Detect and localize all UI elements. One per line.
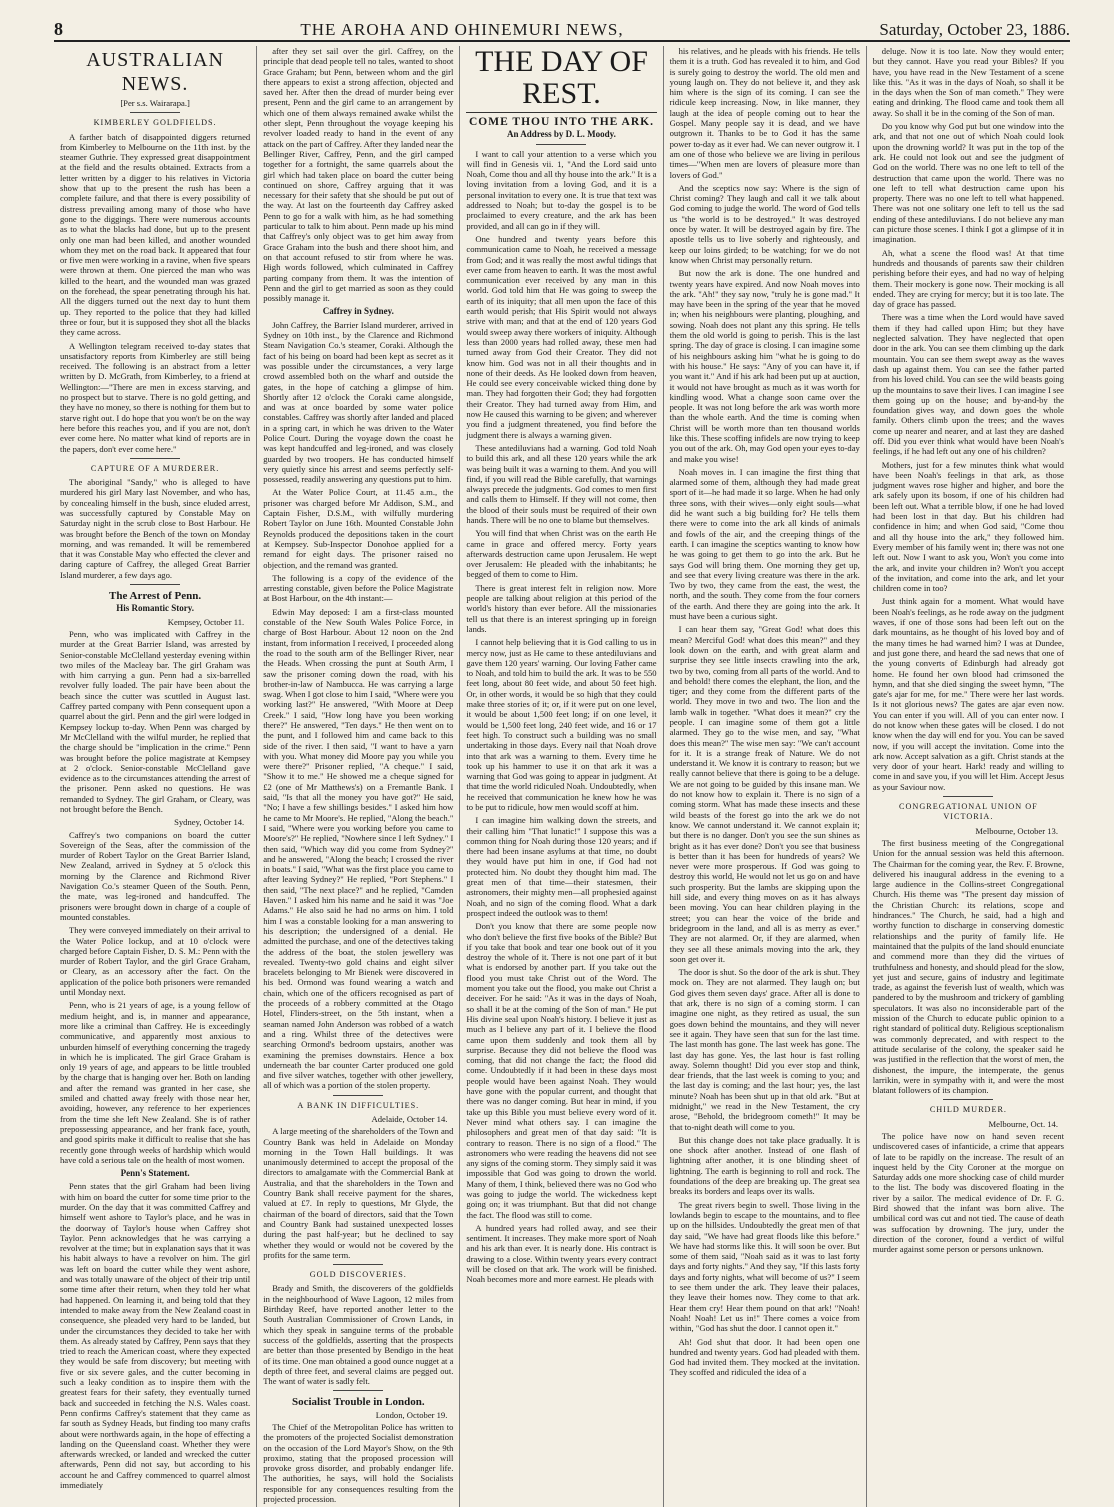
paragraph: At the Water Police Court, at 11.45 a.m., the prisoner was charged before Mr Addison, S.M., and Captain Fisher, D.S.M., with wilfully murdering Robert Taylor on June 16th. Mounted Constable John Reynolds produced the depositions taken in the court at Kempsey. Sub-Inspector Donohoe applied for a remand for eight days. The prisoner raised no objection, and the remand was granted. bbox=[263, 487, 454, 570]
paragraph: The door is shut. So the door of the ark is shut. They mock on. They are not alarmed. They laugh on; but God gives them seven days' grace. After all is done to that ark, there is no sign of a coming storm. I can imagine one night, as they retired as usual, the sun goes down behind the mountains, and they will never see it again. They have seen that sun for the last time. The last month has gone. The last week has gone. The last day has gone. Yes, the last hour is fast rolling away. Solemn thought! Did you ever stop and think, dear friends, that the last week is coming to you; and the last day is coming; and the last hour; yes, the last minute? Noah has been shut up in that old ark. "But at midnight," we read in the New Testament, the cry arose, "Behold, the bridegroom cometh!" It may be that to-night death will come to you. bbox=[669, 967, 860, 1132]
australian-news-heading: AUSTRALIAN NEWS. bbox=[86, 49, 224, 95]
article-body bbox=[60, 629, 250, 814]
day-of-rest-heading: THE DAY OF REST. bbox=[466, 46, 656, 113]
article-body bbox=[263, 1422, 453, 1504]
article-body bbox=[466, 149, 656, 1285]
source-note: [Per s.s. Wairarapa.] bbox=[120, 98, 190, 108]
section-title: A BANK IN DIFFICULTIES. bbox=[297, 1100, 420, 1110]
paragraph: Caffrey's two companions on board the cutter Sovereign of the Seas, after the commission of the murder of Robert Taylor on the Great Barrier Island, New Zealand, arrived in Sydney at 5 o'clock this morning by the Clarence and Richmond River Navigation Co.'s steamer Queen of the South. Penn, the mate, was leg-ironed and handcuffed. The prisoners were brought down in charge of a couple of mounted constables. bbox=[60, 829, 251, 922]
paragraph: A farther batch of disappointed diggers returned from Kimberley to Melbourne on the 11th inst. by the steamer Guthrie. They expressed great disappointment at the field and the results obtained. Extracts from a letter written by a digger to his relatives in Victoria show that up to the present the rush has been a complete failure, and that there is every possibility of distress prevailing among many of those who have gone to the diggings. There were numerous accounts as to what the blacks had done, but up to the present only one man had been killed, and another wounded whom they met on the road back. It appeared that four or five men were working in a ravine, when five spears were thrown at them. One pierced the man who was killed to the heart, and the wounded man was grazed on the forehead, the spear penetrating through his hat. All the diggers turned out the next day to hunt them up. They reported to the police that they had killed three or four, but it is supposed they shot all the blacks they came across. bbox=[60, 131, 251, 338]
paragraph: Mothers, just for a few minutes think what would have been Noah's feelings in that ark, as those judgment waves rose higher and higher, and bore the ark safely upon its bosom, if one of his children had been left out. What a terrible blow, if one he had loved had been lost in that day. But his children had confidence in him; and when God said, "Come thou and all thy house into the ark," they followed him. Every member of his family went in; there was not one left out. Now I want to ask you, Won't you come into the ark, and invite your children in? Won't you accept of the invitation, and come into the ark, and let your children come in too? bbox=[872, 459, 1064, 594]
paragraph: The Chief of the Metropolitan Police has written to the promoters of the projected Socialist demonstration on the occasion of the Lord Mayor's Show, on the 9th proximo, stating that the proposed procession will provoke gross disorder, and probably endanger life. The authorities, he says, will hold the Socialists responsible for any consequences resulting from the projected procession. bbox=[263, 1422, 454, 1505]
paragraph: Ah, what a scene the flood was! At that time hundreds and thousands of parents saw their children perishing before their eyes, and had no way of helping them. Their mockery is gone now. Their mocking is all ended. They are crying for mercy; but it is too late. The day of grace has passed. bbox=[872, 247, 1064, 310]
issue-date: Saturday, October 23, 1886. bbox=[879, 20, 1070, 39]
article-body bbox=[873, 1131, 1064, 1255]
section-title: The Arrest of Penn. bbox=[109, 590, 202, 603]
column-4 bbox=[664, 46, 867, 1507]
masthead bbox=[54, 14, 1070, 42]
paragraph: These antediluvians had a warning. God told Noah to build this ark, and all these 120 years while the ark was being built it was a warning to them. And you will find, if you will read the Bible carefully, that warnings always precede the judgments. God comes to men first and calls them to Himself. If they will not come, then the blood of their souls must be required of their own hands. There will be no one to blame but themselves. bbox=[466, 442, 657, 525]
divider bbox=[130, 584, 180, 585]
columns bbox=[54, 45, 1070, 1505]
paragraph: But now the ark is done. The one hundred and twenty years have expired. And now Noah moves into the ark. "Ah!" they say now, "truly he is gone mad." It may have been in the spring of the year that he moved in; when his neighbours were planting, ploughing, and sowing. Noah does not plant any this spring. He tells them the old world is going to perish. This is the last spring. The day of grace is closing. I can imagine some of his neighbours asking him "what he is going to do with his house." He says: "Any of you can have it, if you want it." And if his ark had been put up at auction, it would not have brought as much as it was worth for kindling wood. What a change soon came over the people. It was not long before the ark was worth more than the whole earth. And the time is coming when Christ will be worth more than ten thousand worlds like this. These scoffing infidels are now trying to keep you out of the ark. Oh, may God open your eyes to-day and make you wise! bbox=[669, 268, 860, 464]
paragraph: deluge. Now it is too late. Now they would enter; but they cannot. Have you read your Bibles? If you have, you have read in the New Testament of a scene like this. "As it was in the days of Noah, so shall it be in the days when the Son of man cometh." They were eating and drinking. The flood came and took them all away. So shall it be in the coming of the Son of man. bbox=[872, 46, 1064, 118]
paragraph: his relatives, and he pleads with his friends. He tells them it is a truth. God has revealed it to him, and God is surely going to destroy the world. The old men and young laugh on. They do not believe it, and they ask him where is the sign of its coming. I can see the ridicule keep increasing. Now, in like manner, they laugh at the idea of people coming out to hear the Gospel. Many people say it is dead, and we have outgrown it. Thanks to be to God it has the same power to-day as it ever had. We can never outgrow it. I am one of those who believe we are living in perilous times—"When men are lovers of pleasure more than lovers of God." bbox=[669, 46, 860, 180]
divider bbox=[130, 458, 180, 459]
article-body bbox=[670, 46, 860, 1378]
article-body bbox=[873, 46, 1064, 792]
article-body bbox=[60, 1181, 250, 1490]
dateline: Melbourne, October 13. bbox=[975, 825, 1058, 836]
dateline: Melbourne, Oct. 14. bbox=[988, 1118, 1058, 1129]
paragraph: And the sceptics now say: Where is the sign of Christ coming? They laugh and call it we talk about God coming to judge the world. The word of God tells us "the world is to be destroyed." It was destroyed once by water. It will be destroyed again by fire. The apostle tells us to live soberly and righteously, and keep our loins girded; to be watching; for we do not know when Christ may personally return. bbox=[669, 182, 860, 265]
paragraph: There is great interest felt in religion now. More people are talking about religion at this period of the world's history than ever before. All the missionaries tell us that there is an interest springing up in foreign lands. bbox=[466, 582, 657, 634]
column-1 bbox=[54, 46, 257, 1507]
section-subtitle: Caffrey in Sydney. bbox=[322, 306, 394, 317]
paragraph: John Caffrey, the Barrier Island murderer, arrived in Sydney on 10th inst., by the Clarence and Richmond Steam Navigation Co.'s steamer, Coraki. Although the fact of his being on board had been kept as secret as it was possible under the circumstances, a very large crowd assembled both on the wharf and outside the gates, in the hope of catching a glimpse of him. Shortly after 12 o'clock the Coraki came alongside, and was at once boarded by some water police constables. Caffrey was shortly after landed and placed in a spring cart, in which he was driven to the Water Police Court. During the voyage down the coast he was kept handcuffed and leg-ironed, and was closely guarded by two troopers. He has conducted himself very quietly since his arrest and seems perfectly self-possessed, readily answering any questions put to him. bbox=[263, 319, 454, 485]
paragraph: Penn, who was implicated with Caffrey in the murder at the Great Barrier Island, was arrested by Senior-constable McClelland yesterday evening within two miles of the Macleay bar. The girl Graham was with him carrying a gun. Penn had a six-barrelled revolver fully loaded. The pair have been about the beach since the cutter was scuttled in August last. Caffrey parted company with Penn consequent upon a quarrel about the girl. Penn and the girl were lodged in Kempsey lockup to-day. When Penn was charged by Mr McClelland with the wilful murder, he replied that the charge should be "implication in the crime." Penn was brought before the police magistrate at Kempsey at 2 o'clock. Senior-constable McClelland gave evidence as to the circumstances attending the arrest of the prisoner. Penn asked no questions. He was remanded to Sydney. The girl Graham, or Cleary, was not brought before the Bench. bbox=[60, 628, 251, 814]
paragraph: They were conveyed immediately on their arrival to the Water Police lockup, and at 10 o'clock were charged before Captain Fisher, D. S. M.: Penn with the murder of Robert Taylor, and the girl Grace Graham, or Cleary, as an accessory after the fact. On the application of the police both prisoners were remanded until Monday next. bbox=[60, 925, 251, 998]
article-body bbox=[60, 132, 250, 454]
paragraph: I can hear them say, "Great God! what does this mean? Merciful God! what does this mean?" and they look down on the earth, and with great alarm and surprise they see little insects crawling into the ark, two by two, coming from all parts of the world. And to and behold! there comes the elephant, the lion, and the tiger; and they come from the different parts of the world. They move in two and two. The lion and the lamb walk in together. "What does it mean?" cry the people. I can imagine some of them got a little alarmed. They go to the wise men, and say, "What does this mean?" The wise men say: "We can't account for it. It is a strange freak of Nature. We do not understand it. We know it is contrary to reason; but we really cannot believe that there is going to be a deluge. We are not going to be guided by this insane man. We do not know how to explain it. There is no sign of a coming storm. What has made these insects and these wild beasts of the forest go into the ark we do not know. We cannot understand it. We cannot explain it; but there is no danger. Don't you see the sun shines as bright as it has ever done? Don't you see that business is better than it has been for hundreds of years? We never were more prosperous. If God was going to destroy this world, He would not let us go on and have such prosperity. But the lambs are skipping upon the hill side, and every thing moves on as it has always been moving. You can hear children playing in the street; you can hear the voice of the bride and bridegroom in the land, and all is as merry as ever." They are not alarmed. Or, if they are alarmed, when they see all these animals moving into the ark, they soon get over it. bbox=[669, 624, 860, 964]
page-number: 8 bbox=[54, 19, 63, 39]
newspaper-title: THE AROHA AND OHINEMURI NEWS, bbox=[300, 20, 624, 39]
sermon-byline: An Address by D. L. Moody. bbox=[507, 129, 616, 140]
dateline: Sydney, October 14. bbox=[174, 817, 245, 828]
paragraph: Just think again for a moment. What would have been Noah's feelings, as he rode away on the judgment waves, if one of those sons had been left out on the dark mountains, as he thought of his loved boy and of the many times he had warned him? I was at Dundee, and just gone there, and heard the sad news that one of the young converts of Edinburgh had already got home. He found her own blood had crimsoned the hymn, and that she died singing the sweet hymn, "The gate's ajar for me, for me." There were her last words. Is it not glorious news? The gates are ajar even now. You can enter if you will. All of you can enter now. I do not know when these gates will be closed. I do not know when the day will end for you. You can be saved now, if you will accept the invitation. Come into the ark now. Accept salvation as a gift. Christ stands at the very door of your heart. Hark! ready and willing to come in and save you, if you will let Him. Accept Jesus as your Saviour now. bbox=[872, 596, 1064, 792]
divider bbox=[943, 1099, 993, 1100]
section-title: GOLD DISCOVERIES. bbox=[309, 1270, 407, 1280]
paragraph: The following is a copy of the evidence of the arresting constable, given before the Police Magistrate at Bost Harbour, on the 4th instant:— bbox=[263, 572, 454, 604]
article-body bbox=[60, 830, 250, 1166]
paragraph: Ah! God shut that door. It had been open one hundred and twenty years. God had pleaded with them. God had invited them. They mocked at the invitation. They scoffed and ridiculed the idea of a bbox=[669, 1336, 860, 1378]
section-title: KIMBERLEY GOLDFIELDS. bbox=[93, 118, 217, 128]
section-title: Socialist Trouble in London. bbox=[291, 1396, 425, 1409]
section-subtitle: Penn's Statement. bbox=[120, 1168, 190, 1179]
section-title: CHILD MURDER. bbox=[929, 1105, 1007, 1115]
paragraph: The first business meeting of the Congregational Union for the annual session was held this afternoon. The Chairman for the coming year, the Rev. F. Browne, delivered his inaugural address in the evening to a large audience in the Collins-street Congregational Church. His theme was "The present day mission of the Christian Church: its relations, scope and hindrances." The Church, he said, had a high and worthy function to discharge in conserving domestic relationships and the purity of family life. He maintained that the pulpits of the land should enunciate and commend more than they did the virtues of truthfulness and honesty, and should plead for the slow, yet just and secure, gains of industry and legitimate trade, as against the feverish lust of wealth, which was pandered to by the mushroom and trickery of gambling speculators. It was also no inconsiderable part of the mission of the Church to educate public opinion to a right standard of political duty. Religious sceptionalism was commonly deprecated, and with respect to the attitude secularise of the colony, the speaker said he was justified in the reflection that the worst of men, the dishonest, the impure, the intemperate, the genus larrikin, were in sympathy with it, and were the most blatant followers of its champion. bbox=[872, 837, 1064, 1096]
column-3 bbox=[460, 46, 663, 1507]
paragraph: There was a time when the Lord would have saved them if they had called upon Him; but they have neglected salvation. They have neglected that open door in the ark. You can see them climbing up the dark mountain. You can see them swept away as the waves dash up against them. You can see the father parted from his loved child. You can see the wild beasts going up the mountains to save their lives. I can imagine I see them going up on the house; and by-and-by the foundation gives way, and down goes the whole family. Others climb upon the trees; and the waves come up nearer and nearer, and at last they are dashed off. Did you ever think what would have been Noah's feelings, if he had left out any one of his children? bbox=[872, 312, 1064, 457]
paragraph: The great rivers begin to swell. Those living in the lowlands begin to escape to the mountains, and to flee up on the hillsides. Undoubtedly the great men of that day said, "We have had great floods like this before." We have had storms like this. It will soon be over. But some of them said, "Noah said as it was to last forty days and forty nights." And they say, "If this lasts forty days and forty nights, what will become of us?" I seem to see them under the ark. They leave their palaces, they leave their homes now. They come to that ark. Hear them cry! Hear them pound on that ark! "Noah! Noah! Noah! Let us in!" There comes a voice from within, "God has shut the door. I cannot open it." bbox=[669, 1199, 860, 1334]
divider bbox=[333, 1095, 383, 1096]
dateline: Adelaide, October 14. bbox=[371, 1113, 448, 1124]
divider bbox=[943, 796, 993, 797]
paragraph: One hundred and twenty years before this communication came to Noah, he received a message from God; and it was really the most awful tidings that ever came from heaven to earth. It was the most awful communication ever received by any man in this world. God told him that He was going to sweep the earth of its iniquity; that all men upon the face of this earth would perish; that His Spirit would not always strive with man; and that at the end of 120 years God would sweep away there workers of iniquity. Although less than 2000 years had rolled away, these men had turned away from God their Creator. They did not know him. God was not in all their thoughts and in none of their deeds. As He looked down from heaven, He could see every conceivable wicked thing done by man. They had forgotten their God; they had forgotten their Creator. They had turned away from Him, and now He caused this warning to be given; and wherever you find a judgment threatened, you find before the judgment there is always a warning given. bbox=[466, 233, 657, 440]
paragraph: Penn states that the girl Graham had been living with him on board the cutter for some time prior to the murder. On the day that it was committed Caffrey and himself went ashore to Taylor's place, and he was in the doorway of Taylor's house when Caffrey shot Taylor. Penn acknowledges that he was carrying a revolver at the time; but in explanation says that it was his habit always to have a revolver on him. The girl was left on board the cutter while they went ashore, and was totally unaware of the object of their trip until some time after their return, when they told her what had happened. On learning it, and being told that they intended to make away from the New Zealand coast in consequence, she pleaded very hard to be landed, but under the circumstances they decided to take her with them. As already stated by Caffrey, Penn says that they tried to reach the American coast, where they expected they would be safe from discovery; but meeting with five or six severe gales, and the cutter becoming in such a leaky condition as to inspire them with the greatest fears for their safety, they eventually turned back and succeeded in fetching the N.S. Wales coast. Penn confirms Caffrey's statement that they came as far south as Sydney Heads, but finding too many crafts about were northwards again, in the hope of effecting a landing on the Queensland coast. Whether they were afterwards wrecked, or landed and wrecked the cutter afterwards, Penn did not say, but according to his account he and Caffrey commenced to quarrel almost immediately bbox=[60, 1181, 251, 1490]
paragraph: But this change does not take place gradually. It is one shock after another. Instead of one flash of lightning after another, it is one blinding sheet of lightning. The earth is beginning to roll and rock. The foundations of the deep are breaking up. The great sea breaks its borders and leaps over its walls. bbox=[669, 1134, 860, 1197]
paragraph: A large meeting of the shareholders of the Town and Country Bank was held in Adelaide on Monday morning in the Town Hall buildings. It was unanimously determined to accept the proposal of the directors to amalgamate with the Commercial Bank at Australia, and that the shareholders in the Town and Country Bank shall receive payment for the shares, valued at £7. In reply to questions, Mr Glyde, the chairman of the board of directors, said that the Town and Country Bank had sustained unexpected losses during the past half-year; but he declined to say whether they would or would not be covered by the profits for the same term. bbox=[263, 1126, 454, 1260]
paragraph: Penn, who is 21 years of age, is a young fellow of medium height, and is, in manner and appearance, more like a criminal than Caffrey. He is exceedingly communicative, and apparently most anxious to unburden himself of everything concerning the tragedy in which he is implicated. The girl Grace Graham is only 19 years of age, and appears to be little troubled by the charge that is hanging over her. Both on landing and after the remand was granted in her case, she smiled and chatted away freely with those near her, avoiding, however, any reference to her experiences from the time she left New Zealand. She is of rather prepossessing appearance, and her frank face, youth, and good spirits make it difficult to realise that she has recently gone through weeks of hardship which would have cold a serious tale on the health of most women. bbox=[60, 1000, 251, 1165]
paragraph: I can imagine him walking down the streets, and their calling him "That lunatic!" I suppose this was a common thing for Noah during those 120 years; and if there had been insane asylums at that time, no doubt they would have put him in one, if God had not protected him. No doubt they thought him mad. The great men of that time—their statesmen, their astronomers, their mighty men—all prophesied against Noah, and no sign of the coming flood. What a dark prospect indeed the outlook was to them! bbox=[466, 815, 657, 918]
article-body bbox=[263, 1126, 453, 1260]
paragraph: after they set sail over the girl. Caffrey, on the principle that dead people tell no tales, wanted to shoot Grace Graham; but Penn, between whom and the girl there appears to exist a strong affection, objected and saved her. After then the dread of murder being ever present, Penn and the girl came to an arrangement by which one of them always remained awake whilst the other slept, Penn throughout the voyage keeping his revolver loaded ready to hand in the event of any attack on the part of Caffrey. After they landed near the Bellinger River, Caffrey, Penn, and the girl camped together for a fortnight, the same quarrels about the girl which had taken place on board the cutter being continued on shore, Caffrey arguing that it was necessary for their safety that she should be put out of the way. At last on the fourteenth day Caffrey asked Penn to go for a walk with him, as he had something particular to talk to him about. Penn made up his mind that Caffrey's only object was to get him away from Grace Graham into the bush and there shoot him, and on that account refused to stir from where he was. High words followed, which culminated in Caffrey parting company from them. It was the intention of Penn and the girl to get married as soon as they could possibly manage it. bbox=[263, 46, 454, 304]
article-body bbox=[263, 1283, 453, 1386]
article-body bbox=[873, 838, 1064, 1095]
section-title: CAPTURE OF A MURDERER. bbox=[90, 463, 220, 473]
paragraph: Brady and Smith, the discoverers of the goldfields in the neighbourhood of Wave Lagoon, 12 miles from Birthday Reef, have reported another letter to the South Australian Commissioner of Crown Lands, in which they speak in sanguine terms of the probable success of the goldfields, asserting that the prospects are better than those presented by Bendigo in the heat of its time. One man obtained a good ounce nugget at a depth of three feet, and several claims are pegged out. The want of water is sadly felt. bbox=[263, 1283, 454, 1387]
paragraph: A Wellington telegram received to-day states that unsatisfactory reports from Kimberley are still being received. The following is an abstract from a letter written by D. McGrath, from Kimberley, to a friend at Wellington:—"There are men in excess starving, and no prospect but to starve. There is no gold getting, and they have no money, so there is nothing for them but to starve right out. I do hope that you won't be on the way here before this reaches you, and if you are not, don't ever come here. No matter what kind of reports are in the papers, don't ever come here." bbox=[60, 340, 251, 454]
dateline: Kempsey, October 11. bbox=[167, 616, 245, 627]
article-body bbox=[263, 46, 453, 303]
paragraph: Don't you know that there are some people now who don't believe the first five books of the Bible? But if you take that book and tear one book out of it you destroy the whole of it. There is not one part of it but what is endorsed by another part. If you take out the flood you must take Christ out of the Word. The moment you take out the flood, you make out Christ a deceiver. For he said: "As it was in the days of Noah, so shall it be at the coming of the Son of man." He put His divine seal upon Noah's history. I believe it just as much as I believe any part of it. I believe the flood came upon them suddenly and took them all by surprise. Because they did not believe the flood was coming, that did not change the fact; the flood did come. Undoubtedly if it had been in these days most people would have been against Noah. They would have gone with the popular current, and thought that there was no danger coming. But hear in mind, if you take up this Bible you must believe every word of it. Never mind what others say. I can imagine the philosophers and great men of that day said: "It is contrary to reason. There is no sign of a flood." The astronomers who were reading the heavens did not see any signs of the coming storm. They simply said it was impossible that God was going to drown the world. Many of them, I think, believed there was no God who was going to judge the world. The wickedness kept going on; it was triumphant. But that did not change the fact. The flood was still to come. bbox=[466, 921, 657, 1220]
divider bbox=[536, 144, 586, 145]
paragraph: Do you know why God put but one window into the ark, and that not one out of which Noah could look upon the drowning world? It was put in the top of the ark. He could not look out and see the judgment of God on the world. There was no one left to tell of the destruction that came upon the world. There was no one left to tell what destruction came upon his property. There was no one left to tell what happened. There was not one solitary one left to tell us the sad ending of these antediluvians. I do not believe any man can picture those scenes. I think I got a glimpse of it in imagination. bbox=[872, 121, 1064, 245]
column-5 bbox=[867, 46, 1070, 1507]
paragraph: A hundred years had rolled away, and see their sentiment. It increases. They make more sport of Noah and his ark than ever. It is nearly done. His contract is drawing to a close. Within twenty years every contract will be closed on that ark. The work will be finished. Noah becomes more and more earnest. He pleads with bbox=[466, 1222, 657, 1285]
article-body bbox=[60, 477, 250, 580]
paragraph: The police have now on hand seven recent undiscovered cases of infanticide, a crime that appears of late to be rapidly on the increase. The result of an inquest held by the City Coroner at the morgue on Saturday adds one more shocking case of child murder to the list. The body was discovered floating in the river by a sailor. The medical evidence of Dr. F. G. Bird showed that the infant was born alive. The umbilical cord was cut and not tied. The cause of death was suffocation by drowning. The jury, under the direction of the coroner, found a verdict of wilful murder against some person or persons unknown. bbox=[872, 1130, 1064, 1255]
sermon-title: COME THOU INTO THE ARK. bbox=[468, 116, 654, 128]
paragraph: Noah moves in. I can imagine the first thing that alarmed some of them, although they had made great sport of it—he had made it so large. When he had only three sons, with their wives—only eight souls—what did he want such a big building for? He tells them there were to come into the ark all kinds of animals and fowls of the air, and the creeping things of the earth. I can imagine the sceptics wanting to know how he was going to get them to go into the ark. But he says God will bring them. One morning they get up, and see that every living creature was there in the ark. Two by two, they came from the east, the west, the north, and the south. They come from the four corners of the earth. And there they are going into the ark. It must have been a curious sight. bbox=[669, 466, 860, 622]
dateline: London, October 19. bbox=[375, 1409, 448, 1420]
divider bbox=[333, 1390, 383, 1391]
paragraph: You will find that when Christ was on the earth He came in grace and offered mercy. Forty years afterwards destruction came upon Jerusalem. He wept over Jerusalem: He pleaded with the inhabitants; he begged of them to come to Him. bbox=[466, 528, 657, 580]
section-title: CONGREGATIONAL UNION OF VICTORIA. bbox=[899, 802, 1038, 822]
paragraph: The aboriginal "Sandy," who is alleged to have murdered his girl Mary last November, and who has, by concealing himself in the bush, since eluded arrest, was successfully captured by Constable May on Saturday night in the scrub close to Bost Harbour. He was brought before the Bench of the town on Monday morning, and was remanded. It will be remembered that it was Constable May who effected the clever and daring capture of Caffrey, the alleged Great Barrier Island murderer, a few days ago. bbox=[60, 477, 251, 580]
paragraph: I cannot help believing that it is God calling to us in mercy now, just as He came to these antediluvians and gave them 120 years' warning. Our loving Father came to Noah, and told him to build the ark. It was to be 550 feet long, about 80 feet wide, and about 50 feet high. Or, in other words, it would be so high that they could make three stories of it; or, if it were put on one level, it would be about 1,500 feet long; if on one level, it would be 1,500 feet long, 240 feet wide, and 16 or 17 feet high. To construct such a building was no small undertaking in those days. Every nail that Noah drove into that ark was a warning to them. Every time he took up his hammer to use it on that ark it was a warning that God was going to appear in judgment. At that time the world ridiculed Noah. Undoubtedly, when he received that communication he knew how he was to be put to ridicule, how men would scoff at him. bbox=[466, 637, 657, 812]
divider bbox=[333, 1264, 383, 1265]
paragraph: Edwin May deposed: I am a first-class mounted constable of the New South Wales Police Force, in charge of Bost Harbour. About 12 noon on the 2nd instant, from information I received, I proceeded along the road to the south arm of the Bellinger River, near the Heads. When crossing the punt at South Arm, I saw the prisoner coming down the road, with his brother-in-law of Nambucca. He was carrying a large swag. When I got close to him I said, "Where were you working last?" He answered, "With Moore at Deep Creek." I said, "How long have you been working there?" He answered, "Ten days." He then went on to the punt, and I followed him and came back to this side of the river. I then said, "I want to have a yarn with you. What money did Moore pay you while you were there?" Prisoner replied, "A cheque." I said, "Show it to me." He showed me a cheque signed for £2 (one of Mr Matthews's) on a Fremantle Bank. I said, "Is that all the money you have got?" He said, "No; I have a few shillings besides." I asked him how he came to Mr Moore's. He replied, "Along the beach." I said, "Where were you working before you came to Moore's?" He replied, "Nowhere since I left Sydney." I then said, "Which way did you come from Sydney?" and he answered, "Along the beach; I crossed the river in boats." I said, "What was the first place you came to after leaving Sydney?" He replied, "Port Stephens." I then said, "The next place?" and he replied, "Camden Haven." I asked him his name and he said it was "Joe Adams." He also said he had no arms on him. I told him I was a constable looking for a man answering to his description; the undersigned of a denial. He admitted the purchase, and one of the detectives taking the address of the boat, the stolen jewellery was revealed. Twenty-two gold chains and eight silver bracelets belonging to Mr Bienek were discovered in his bed. Ormond was found wearing a watch and chain, which one of the officers recognised as part of the proceeds of a robbery committed at the Otago Hotel, Flinders-street, on the 5th instant, when a seaman named John Anderson was robbed of a watch and a ring. Whilst three of the detectives were searching Ormond's bedroom upstairs, another was examining the premises downstairs. Hence a box underneath the bar counter Carter produced one gold and five silver watches, together with other jewellery, all of which was a portion of the stolen property. bbox=[263, 606, 454, 1091]
section-subtitle: His Romantic Story. bbox=[116, 603, 194, 614]
divider bbox=[130, 112, 180, 113]
paragraph: I want to call your attention to a verse which you will find in Genesis vii. 1, "And the Lord said unto Noah, Come thou and all thy house into the ark." It is a loving invitation from a loving God, and it is a personal invitation to every one. It is true that text was addressed to Noah; but to-day the gospel is to be proclaimed to every creature, and the ark has been provided, and all can go in if they will. bbox=[466, 148, 657, 231]
article-body bbox=[263, 320, 453, 1091]
column-2 bbox=[257, 46, 460, 1507]
